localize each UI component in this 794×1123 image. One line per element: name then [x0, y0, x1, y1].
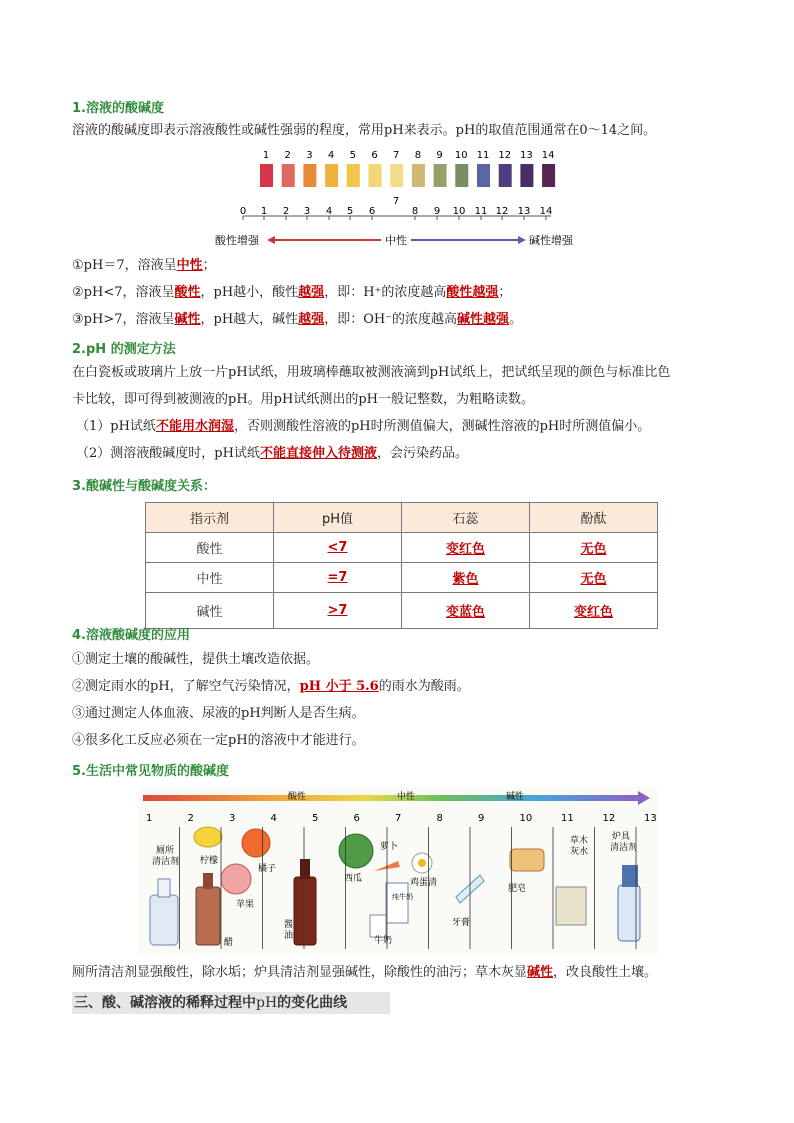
strip-number: 12 [498, 150, 512, 161]
scale-base-label: 碱性 [506, 792, 525, 802]
common-substances-figure [138, 787, 658, 955]
application-4: ④很多化工反应必须在一定pH的溶液中才能进行。 [72, 733, 365, 748]
strip-color-box [260, 164, 273, 187]
orange-icon [242, 829, 270, 857]
header-phenolphthalein: 酚酞 [530, 503, 658, 533]
label-watermelon: 西瓜 [344, 874, 363, 884]
application-1: ①测定土壤的酸碱性，提供土壤改造依据。 [72, 652, 320, 667]
label-egg-white: 鸡蛋清 [410, 878, 438, 888]
strip-number: 10 [454, 150, 468, 161]
axis-number: 10 [452, 206, 466, 217]
substance-note: 厕所清洁剂显强酸性，除水垢；炉具清洁剂显强碱性，除酸性的油污；草木灰显碱性，改良酸性土壤。 [72, 965, 658, 980]
indicator-table [145, 502, 658, 629]
scale-number: 5 [312, 813, 319, 824]
strip-color-box [390, 164, 403, 187]
axis-number: 1 [260, 206, 268, 217]
header-ph: pH值 [274, 503, 402, 533]
table-cell: <7 [327, 540, 348, 555]
label-orange: 橘子 [258, 864, 277, 874]
strip-number: 3 [306, 150, 313, 161]
table-cell: 紫色 [452, 572, 479, 587]
section-heading-3: 三、酸、碱溶液的稀释过程中pH的变化曲线 [72, 992, 390, 1014]
item-neutral: ①pH＝7，溶液呈中性； [72, 258, 216, 273]
axis-number: 13 [517, 206, 531, 217]
strip-color-box [303, 164, 316, 187]
strip-number: 1 [262, 150, 270, 161]
scale-number: 2 [187, 813, 194, 824]
scale-number: 12 [602, 813, 616, 824]
label-toothpaste: 牙膏 [452, 918, 471, 928]
axis-seven-label: 7 [392, 196, 400, 207]
toilet-cleaner-text: 厕所 [156, 846, 175, 856]
axis-number: 8 [411, 206, 419, 217]
strip-number: 9 [436, 150, 443, 161]
label-radish: 萝卜 [380, 842, 399, 852]
section-title-1: 1.溶液的酸碱度 [72, 101, 164, 116]
label-lemon: 柠檬 [200, 856, 219, 866]
item-basic: ③pH>7，溶液呈碱性，pH越大，碱性越强，即：OH⁻的浓度越高碱性越强。 [72, 312, 523, 327]
strip-color-box [455, 164, 468, 187]
note-1: （1）pH试纸不能用水润湿，否则测酸性溶液的pH时所测值偏大，测碱性溶液的pH时所测值偏小。 [76, 419, 651, 434]
label-oven-cleaner: 炉具清洁剂 [610, 832, 638, 853]
strip-number: 14 [541, 150, 555, 161]
strip-number: 8 [414, 150, 422, 161]
scale-number: 13 [644, 813, 657, 824]
label-soy-sauce: 酱油 [284, 920, 294, 941]
table-cell: 无色 [580, 542, 607, 557]
application-3: ③通过测定人体血液、尿液的pH判断人是否生病。 [72, 706, 365, 721]
row-label: 酸性 [146, 533, 274, 563]
strip-color-box [412, 164, 425, 187]
method-paragraph-1: 在白瓷板或玻璃片上放一片pH试纸，用玻璃棒蘸取被测液滴到pH试纸上，把试纸呈现的颜色与标准比色 [72, 365, 671, 380]
axis-number: 3 [303, 206, 311, 217]
section-title-3: 3.酸碱性与酸碱度关系： [72, 479, 216, 494]
axis-number: 12 [495, 206, 509, 217]
intro-paragraph: 溶液的酸碱度即表示溶液酸性或碱性强弱的程度，常用pH来表示。pH的取值范围通常在0～14之间。 [72, 123, 657, 138]
strip-number: 11 [476, 150, 490, 161]
watermelon-icon [339, 834, 373, 868]
strip-number: 13 [520, 150, 533, 161]
row-label: 碱性 [146, 593, 274, 629]
scale-number: 7 [395, 813, 402, 824]
strip-number: 4 [327, 150, 335, 161]
item-acidic: ②pH<7，溶液呈酸性，pH越小，酸性越强，即：H⁺的浓度越高酸性越强； [72, 285, 512, 300]
axis-right-label: 碱性增强 [529, 234, 573, 246]
header-indicator: 指示剂 [146, 503, 274, 533]
axis-number: 5 [346, 206, 354, 217]
axis-left-label: 酸性增强 [215, 234, 259, 246]
strip-color-box [282, 164, 295, 187]
table-cell: =7 [327, 570, 348, 585]
scale-number: 9 [478, 813, 485, 824]
axis-number: 2 [282, 206, 290, 217]
strip-color-box [520, 164, 533, 187]
section-title-2: 2.pH 的测定方法 [72, 342, 176, 357]
scale-neutral-label: 中性 [396, 792, 416, 802]
label-apple: 苹果 [236, 900, 255, 910]
strip-number: 5 [349, 150, 356, 161]
label-soap: 肥皂 [508, 884, 527, 894]
scale-number: 10 [519, 813, 533, 824]
header-litmus: 石蕊 [402, 503, 530, 533]
axis-number: 0 [239, 206, 247, 217]
ph-scale-figure [215, 146, 595, 246]
scale-number: 8 [436, 813, 443, 824]
scale-number: 6 [353, 813, 360, 824]
method-paragraph-2: 卡比较，即可得到被测液的pH。用pH试纸测出的pH一般记整数，为粗略读数。 [72, 392, 534, 407]
note-2: （2）测溶液酸碱度时，pH试纸不能直接伸入待测液，会污染药品。 [76, 446, 468, 461]
table-cell: 变红色 [445, 542, 485, 557]
strip-number: 2 [284, 150, 291, 161]
scale-number: 11 [561, 813, 574, 824]
scale-number: 4 [270, 813, 277, 824]
table-cell: 变蓝色 [445, 605, 485, 620]
axis-number: 9 [433, 206, 441, 217]
soap-icon [510, 849, 544, 871]
row-label: 中性 [146, 563, 274, 593]
scale-number: 3 [229, 813, 236, 824]
section-title-4: 4.溶液酸碱度的应用 [72, 628, 190, 643]
axis-number: 4 [325, 206, 333, 217]
label-toilet-cleaner: 厕所清洁剂 [152, 846, 180, 867]
milk-box-text: 纯牛奶 [392, 893, 413, 901]
strip-color-box [369, 164, 382, 187]
scale-acid-label: 酸性 [288, 792, 307, 802]
section-title-5: 5.生活中常见物质的酸碱度 [72, 764, 229, 779]
strip-color-box [434, 164, 447, 187]
axis-number: 14 [539, 206, 553, 217]
strip-number: 6 [371, 150, 378, 161]
axis-number: 6 [368, 206, 376, 217]
application-2: ②测定雨水的pH，了解空气污染情况，pH 小于 5.6的雨水为酸雨。 [72, 679, 470, 694]
scale-number: 1 [146, 813, 153, 824]
label-milk: 牛奶 [374, 936, 393, 946]
strip-color-box [542, 164, 555, 187]
table-cell: 变红色 [573, 605, 613, 620]
table-cell: >7 [327, 603, 348, 618]
strip-color-box [325, 164, 338, 187]
table-cell: 无色 [580, 572, 607, 587]
strip-number: 7 [393, 150, 400, 161]
label-vinegar: 醋 [224, 938, 234, 948]
lemon-icon [194, 827, 222, 847]
strip-color-box [499, 164, 512, 187]
apple-icon [221, 864, 251, 894]
axis-number: 11 [474, 206, 488, 217]
axis-mid-label: 中性 [385, 234, 407, 246]
strip-color-box [347, 164, 360, 187]
strip-color-box [477, 164, 490, 187]
label-plant-ash-water: 草木灰水 [570, 836, 589, 857]
